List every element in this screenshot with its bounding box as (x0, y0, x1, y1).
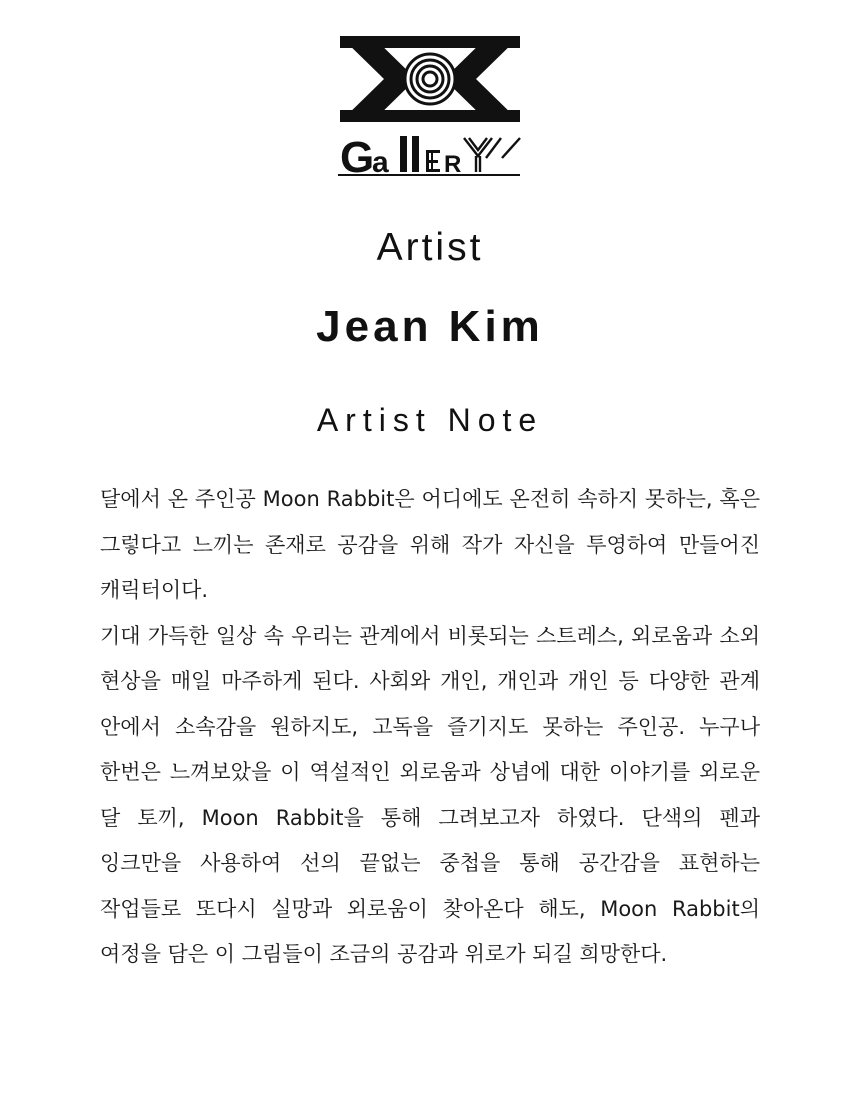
artist-note-paragraph: 기대 가득한 일상 속 우리는 관계에서 비롯되는 스트레스, 외로움과 소외 현상을 매일 마주하게 된다. 사회와 개인, 개인과 개인 등 다양한 관계 안에서 소속감을 원하지도, 고독을 즐기지도 못하는 주인공. 누구나 한번은 느껴보았을 이 역설적인 외로움과 상념에 대한 이야기를 외로운 달 토끼, Moon Rabbit을 통해 그려보고자 하였다. 단색의 펜과 잉크만을 사용하여 선의 끝없는 중첩을 통해 공간감을 표현하는 작업들로 또다시 실망과 외로움이 찾아온다 해도, Moon Rabbit의 여정을 담은 이 그림들이 조금의 공감과 위로가 되길 희망한다. (100, 623, 760, 966)
svg-text:R: R (444, 151, 462, 178)
artist-note-paragraph: 달에서 온 주인공 Moon Rabbit은 어디에도 온전히 속하지 못하는, 혹은 그렇다고 느끼는 존재로 공감을 위해 작가 자신을 투영하여 만들어진 캐릭터이다. (100, 487, 760, 602)
artist-note-heading: Artist Note (316, 402, 544, 438)
svg-text:G: G (340, 133, 375, 178)
artist-name: Jean Kim (316, 302, 544, 351)
svg-text:a: a (372, 146, 389, 178)
artist-label: Artist (376, 226, 484, 269)
gallery-logo-mark (338, 34, 522, 178)
artist-note-body (100, 477, 760, 978)
gallery-logo (338, 34, 522, 178)
